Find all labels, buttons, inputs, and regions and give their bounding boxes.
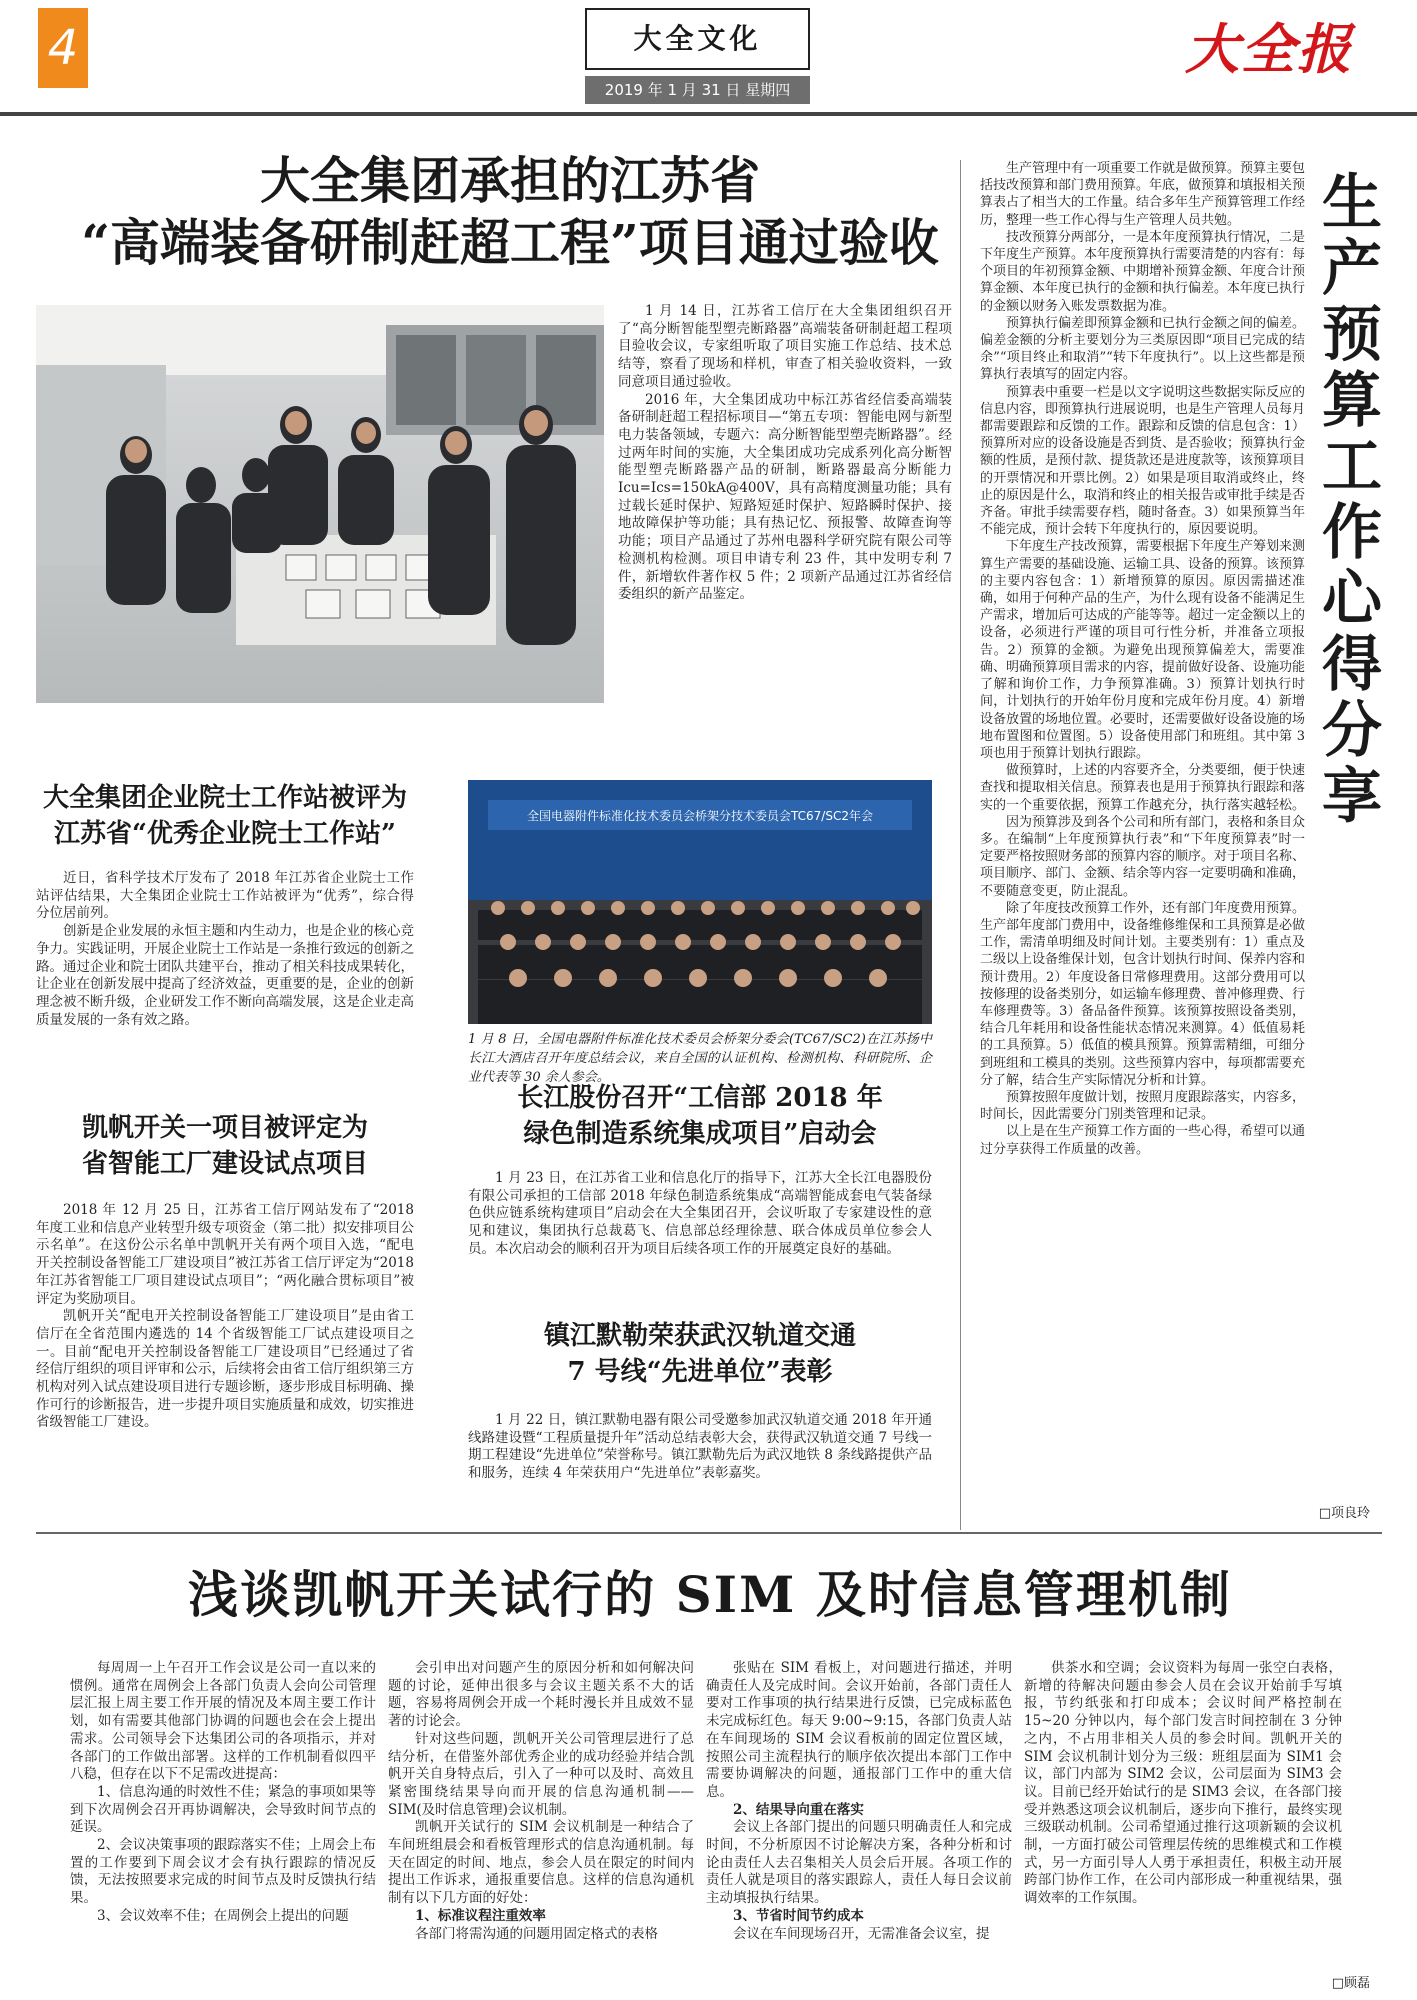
article7-author: □顾磊 [1331,1976,1370,1991]
article6-paragraph: 因为预算涉及到各个公司和所有部门，表格和条目众多。在编制“上年度预算执行表”和“下年度预算表”时一定要严格按照财务部的预算内容的顺序。对于项目名称、项目顺序、部门、金额、结余等内容一定要明确和准确，不要随意变更，防止混乱。 [980,814,1305,899]
article6-author: □项良玲 [1318,1506,1370,1521]
issue-date: 2019 年 1 月 31 日 星期四 [585,76,810,104]
group-photo-illustration [468,780,932,1024]
article3-headline [36,1110,414,1182]
page-number: 4 [38,8,88,88]
article7-paragraph: 2、会议决策事项的跟踪落实不佳；上周会上布置的工作要到下周会议才会有执行跟踪的情况反馈，无法按照要求完成的时间节点及时反馈执行结果。 [70,1837,376,1907]
article6-paragraph: 以上是在生产预算工作方面的一些心得，希望可以通过分享获得工作质量的改善。 [980,1124,1305,1157]
article7-subheading: 1、标准议程注重效率 [415,1907,546,1924]
article6-paragraph: 生产管理中有一项重要工作就是做预算。预算主要包括技改预算和部门费用预算。年底，做预算和填报相关预算表占了相当大的工作量。结合多年生产预算管理工作经历，整理一些工作心得与生产管理人员共勉。 [980,161,1305,228]
article7-paragraph: 针对这些问题，凯帆开关公司管理层进行了总结分析，在借鉴外部优秀企业的成功经验并结合凯帆开关自身特点后，引入了一种可以及时、高效且紧密围绕结果导向而开展的信息沟通机制——SIM(及时信息管理)会议机制。 [388,1730,694,1818]
article6-paragraph: 下年度生产技改预算，需要根据下年度生产筹划来测算生产需要的基础设施、运输工具、设备的预算。该预算的主要内容包含：1）新增预算的原因。原因需描述准确，如用于何种产品的生产，为什么现有设备不能满足生产需求，增加后可达成的产能等等。超过一定金额以上的设备，必须进行严谨的项目可行性分析，并准备立项报告。2）预算的金额。为避免出现预算偏差大，需要准确、明确预算项目需求的内容，提前做好设备、设施功能了解和询价工作，力争预算准确。3）预算计划执行时间，计划执行的开始年份月度和完成年份月度。4）新增设备放置的场地位置。必要时，还需要做好设备设施的场地布置图和位置图。5）设备使用部门和班组。其中第 3 项也用于预算计划执行跟踪。 [980,539,1305,761]
banner-text: 全国电器附件标准化技术委员会桥架分技术委员会TC67/SC2年会 [527,809,873,823]
article7-column-2 [388,1660,694,1990]
article3-headline-line2: 省智能工厂建设试点项目 [81,1149,368,1179]
article7-paragraph: 会引申出对问题产生的原因分析和如何解决问题的讨论，延伸出很多与会议主题关系不大的话题，容易将周例会开成一个耗时漫长并且成效不显著的讨论会。 [388,1660,694,1730]
article2-paragraph: 创新是企业发展的永恒主题和内生动力，也是企业的核心竞争力。实践证明，开展企业院士工作站是一条推行致远的创新之路。通过企业和院士团队共建平台，推动了相关科技成果转化，让企业在创新发展中提高了经济效益，更重要的是，企业的创新理念被不断升级，企业研发工作不断向高端发展，这是企业走高质量发展的一条有效之路。 [36,923,414,1028]
article3-body [36,1202,414,1517]
article4-body [468,1170,932,1300]
article5-body [468,1412,932,1522]
article1-body [618,303,952,705]
article4-headline [468,1080,932,1152]
article6-paragraph: 预算表中重要一栏是以文字说明这些数据实际反应的信息内容，即预算执行进展说明，也是生产管理人员每月都需要跟踪和反馈的工作。跟踪和反馈的信息包含：1）预算所对应的设备设施是否到货、是否验收；预算执行金额的性质，是预付款、提货款还是进度款等，该预算项目的开票情况和开票比例。2）如果是项目取消或终止，终止的原因是什么，取消和终止的相关报告或审批手续是否齐备。审批手续需要存档，随时备查。3）如果预算当年不能完成，预计会转下年度执行的，原因要说明。 [980,384,1305,538]
article7-paragraph: 张贴在 SIM 看板上，对问题进行描述，并明确责任人及完成时间。会议开始前，各部门责任人要对工作事项的执行结果进行反馈，已完成标蓝色未完成标红色。每天 9:00~9:15，各部门负责人站在车间现场的 SIM 会议看板前的固定位置区域，按照公司主流程执行的顺序依次提出本部门工作中需要协调解决的问题，通报部门工作中的重大信息。 [706,1660,1012,1800]
article7-column-3 [706,1660,1012,1990]
article1-paragraph: 1 月 14 日，江苏省工信厅在大全集团组织召开了“高分断智能型塑壳断路器”高端装备研制赶超工程项目验收会议，专家组听取了项目实施工作总结、技术总结等，察看了现场和样机，审查了相关验收资料，一致同意项目通过验收。 [618,303,952,390]
newspaper-masthead-logo: 大全报 [1185,17,1353,81]
section-title-box [585,8,810,70]
article7-paragraph: 各部门将需沟通的问题用固定格式的表格 [415,1925,658,1942]
group-photo-caption: 1 月 8 日，全国电器附件标准化技术委员会桥架分委会(TC67/SC2)在江苏扬中长江大酒店召开年度总结会议，来自全国的认证机构、检测机构、科研院所、企业代表等 30 余人参会。 [468,1032,932,1085]
article2-paragraph: 近日，省科学技术厅发布了 2018 年江苏省企业院士工作站评估结果，大全集团企业院士工作站被评为“优秀”，综合得分位居前列。 [36,870,414,922]
article7-paragraph: 1、信息沟通的时效性不佳；紧急的事项如果等到下次周例会召开再协调解决，会导致时间节点的延误。 [70,1783,376,1836]
column-divider [960,160,961,1530]
article7-paragraph: 凯帆开关试行的 SIM 会议机制是一种结合了车间班组晨会和看板管理形式的信息沟通机制。每天在固定的时间、地点，参会人员在限定的时间内提出工作诉求，通报重要信息。这样的信息沟通机制有以下几方面的好处： [388,1819,694,1907]
article5-headline-line2: 7 号线“先进单位”表彰 [567,1357,833,1387]
article7-column-1 [70,1660,376,1990]
article7-subheading: 2、结果导向重在落实 [733,1801,864,1818]
article6-paragraph: 技改预算分两部分，一是本年度预算执行情况，二是下年度生产预算。本年度预算执行需要清楚的内容有：每个项目的年初预算金额、中期增补预算金额、年度合计预算金额、本年度已执行的金额和执行偏差。本年度已执行的金额以财务入账发票数据为准。 [980,229,1305,314]
article7-column-4 [1024,1660,1342,1970]
article6-body [980,160,1305,1502]
article1-photo [36,305,604,703]
article6-paragraph: 预算按照年度做计划，按照月度跟踪落实，内容多，时间长，因此需要分门别类管理和记录。 [980,1089,1305,1123]
article6-paragraph: 做预算时，上述的内容要齐全，分类要细，便于快速查找和提取相关信息。预算表也是用于预算执行跟踪和落实的一个重要依据，预算工作越充分，执行落实越轻松。 [980,763,1305,813]
article4-headline-line1: 长江股份召开“工信部 2018 年 [517,1083,883,1113]
article5-headline-line1: 镇江默勒荣获武汉轨道交通 [543,1321,856,1351]
article2-headline [36,780,414,852]
article7-subheading: 3、节省时间节约成本 [733,1907,864,1924]
group-photo [468,780,932,1024]
header-divider [0,112,1417,116]
article1-headline-line1: 大全集团承担的江苏省 [260,151,760,210]
article3-paragraph: 凯帆开关“配电开关控制设备智能工厂建设项目”是由省工信厅在全省范围内遴选的 14 个省级智能工厂试点建设项目之一。目前“配电开关控制设备智能工厂建设项目”已经通过了省经信厅组织的项目评审和公示，后续将会由省工信厅组织第三方机构对列入试点建设项目进行专题诊断，逐步形成目标明确、操作可行的诊断报告，进一步提升项目实施质量和成效，切实推进省级智能工厂建设。 [36,1308,414,1431]
article1-headline-line2: “高端装备研制赶超工程”项目通过验收 [81,213,939,272]
article7-paragraph: 供茶水和空调；会议资料为每周一张空白表格，新增的待解决问题由参会人员在会议开始前手写填报，节约纸张和打印成本；会议时间严格控制在 15~20 分钟以内，每个部门发言时间控制在 3 分钟之内，不占用非相关人员的参会时间。凯帆开关的 SIM 会议机制计划分为三级：班组层面为 SIM1 会议，部门内部为 SIM2 会议，公司层面为 SIM3 会议。目前已经开始试行的是 SIM3 会议，在各部门接受并熟悉这项会议机制后，逐步向下推行，最终实现三级联动机制。公司希望通过推行这项新颖的会议机制，一方面打破公司管理层传统的思维模式和工作模式，另一方面引导人人勇于承担责任，积极主动开展跨部门协作工作，在公司内部形成一种重视结果，强调效率的工作氛围。 [1024,1660,1342,1907]
article1-headline [70,150,950,274]
article6-paragraph: 预算执行偏差即预算金额和已执行金额之间的偏差。偏差金额的分析主要划分为三类原因即“项目已完成的结余”“项目终止和取消”“转下年度执行”。以上这些都是预算执行表填写的固定内容。 [980,315,1305,383]
article3-headline-line1: 凯帆开关一项目被评定为 [81,1113,368,1143]
article5-headline [468,1318,932,1390]
article2-headline-line1: 大全集团企业院士工作站被评为 [42,783,407,813]
article6-paragraph: 除了年度技改预算工作外，还有部门年度费用预算。生产部年度部门费用中，设备维修维保和工具预算是必做工作，需清单明细及时间计划。主要类别有：1）重点及二级以上设备维保计划，包含计划执行时间、保养内容和预计费用。2）年度设备日常修理费用。这部分费用可以按修理的设备类别分，如运输车修理费、普冲修理费、行车修理费等。3）备品备件预算。该预算按照设备类别，结合几年耗用和设备性能状态情况来测算。4）低值易耗的工具预算。5）低值的模具预算。预算需精细，可细分到班组和工模具的类别。这些预算内容中，每项都需要充分了解，结合生产实际情况分析和计算。 [980,900,1305,1088]
article7-paragraph: 3、会议效率不佳；在周例会上提出的问题 [97,1907,349,1924]
article7-paragraph: 会议在车间现场召开，无需准备会议室，提 [733,1925,990,1942]
section-divider [36,1532,1382,1534]
article1-paragraph: 2016 年，大全集团成功中标江苏省经信委高端装备研制赶超工程招标项目—“第五专项：智能电网与新型电力装备领域，专题六：高分断智能型塑壳断路器”。经过两年时间的实施，大全集团成功完成系列化高分断智能型塑壳断路器产品的研制，断路器最高分断能力 Icu=Ics=150kA@400V，具有高精度测量功能；具有过载长延时保护、短路短延时保护、短路瞬时保护、接地故障保护等功能；具有热记忆、预报警、故障查询等功能；项目产品通过了苏州电器科学研究院有限公司等检测机构检测。项目申请专利 23 件，其中发明专利 7 件，新增软件著作权 5 件；2 项新产品通过江苏省经信委组织的新产品鉴定。 [618,391,952,603]
section-title: 大全文化 [633,22,762,55]
article2-headline-line2: 江苏省“优秀企业院士工作站” [54,819,396,849]
article4-headline-line2: 绿色制造系统集成项目”启动会 [523,1119,877,1149]
article3-paragraph: 2018 年 12 月 25 日，江苏省工信厅网站发布了“2018 年度工业和信息产业转型升级专项资金（第二批）拟安排项目公示名单”。在这份公示名单中凯帆开关有两个项目入选，“配电开关控制设备智能工厂建设项目”被江苏省工信厅评定为“2018 年江苏省智能工厂项目建设试点项目”；“两化融合贯标项目”被评定为奖励项目。 [36,1202,414,1307]
article5-paragraph: 1 月 22 日，镇江默勒电器有限公司受邀参加武汉轨道交通 2018 年开通线路建设暨“工程质量提升年”活动总结表彰大会，获得武汉轨道交通 7 号线一期工程建设“先进单位”荣誉称号。镇江默勒先后为武汉地铁 8 条线路提供产品和服务，连续 4 年荣获用户“先进单位”表彰嘉奖。 [468,1412,932,1482]
article7-headline: 浅谈凯帆开关试行的 SIM 及时信息管理机制 [188,1565,1232,1624]
article4-paragraph: 1 月 23 日，在江苏省工业和信息化厅的指导下，江苏大全长江电器股份有限公司承担的工信部 2018 年绿色制造系统集成“高端智能成套电气装备绿色供应链系统构建项目”启动会在大全集团召开，会议听取了专家建设性的意见和建议，集团执行总裁葛飞、信息部总经理徐慧、联合体成员单位参会人员。本次启动会的顺利召开为项目后续各项工作的开展奠定良好的基础。 [468,1170,932,1257]
article7-paragraph: 会议上各部门提出的问题只明确责任人和完成时间，不分析原因不讨论解决方案，各种分析和讨论由责任人去召集相关人员会后开展。各项工作的责任人就是项目的落实跟踪人，责任人每日会议前主动填报执行结果。 [706,1819,1012,1907]
inspection-photo-illustration [36,305,604,703]
article7-paragraph: 每周周一上午召开工作会议是公司一直以来的惯例。通常在周例会上各部门负责人会向公司管理层汇报上周主要工作开展的情况及本周主要工作计划，如有需要其他部门协调的问题也会在会上提出需求。公司领导会下达集团公司的各项指示，并对各部门的工作做出部署。这样的工作机制看似四平八稳，但存在以下不足需改进提高： [70,1660,376,1783]
article6-vertical-headline: 生产预算工作心得分享 [1322,168,1382,832]
article2-body [36,870,414,1070]
